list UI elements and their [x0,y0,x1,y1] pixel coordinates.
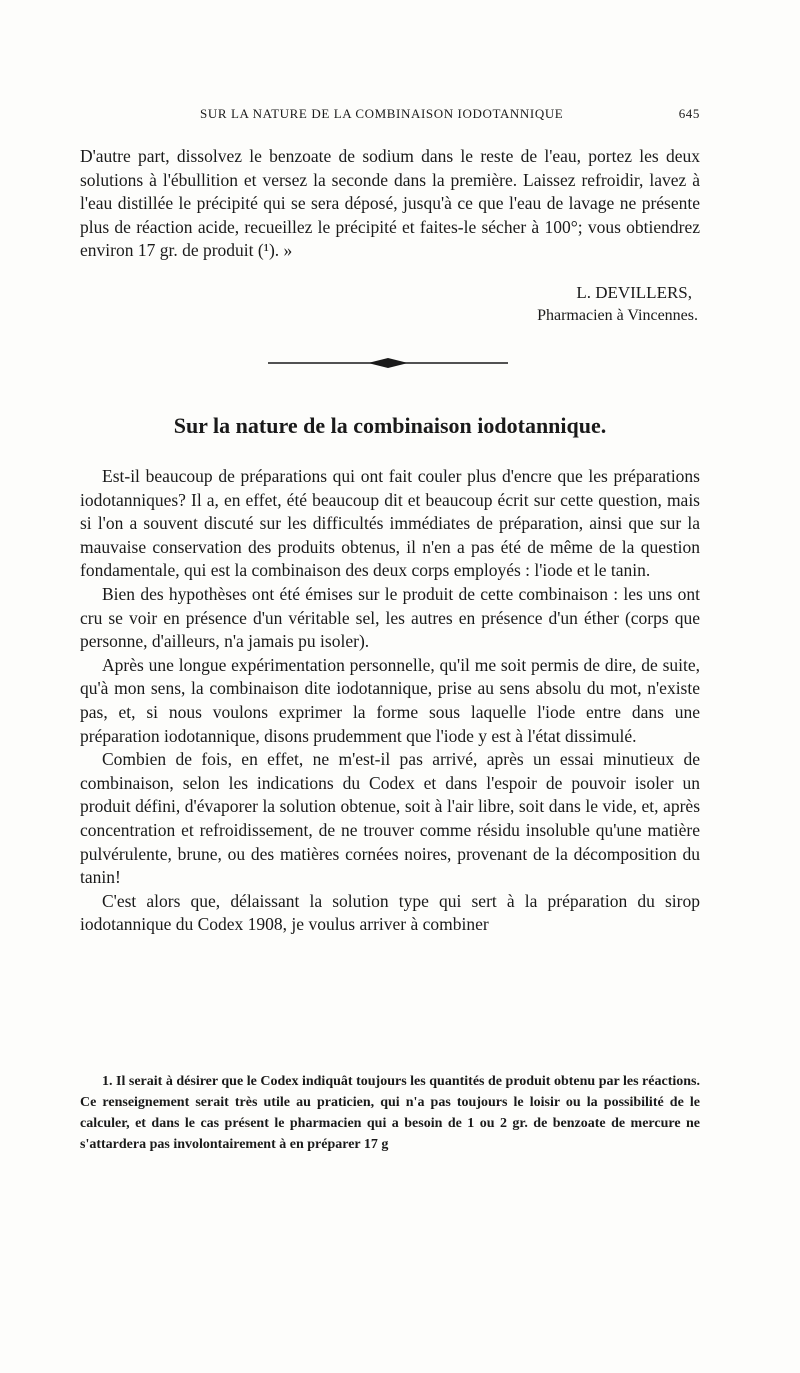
running-head-title: SUR LA NATURE DE LA COMBINAISON IODOTANNIQUE [200,106,564,121]
footnote [80,1071,700,1155]
body-paragraph: Est-il beaucoup de préparations qui ont fait couler plus d'encre que les préparations iodotanniques? Il a, en effet, été beaucoup dit et beaucoup écrit sur cette question, mais si l'on a souvent discuté sur les difficultés immédiates de préparation, ainsi que sur la mauvaise conservation des produits obtenus, il n'en a pas été de même de la question fondamentale, qui est la combinaison des deux corps employés : l'iode et le tanin. [80,466,700,581]
body-paragraph: C'est alors que, délaissant la solution type qui sert à la préparation du sirop iodotannique du Codex 1908, je voulus arriver à combiner [80,890,700,935]
body-paragraph: Combien de fois, en effet, ne m'est-il pas arrivé, après un essai minutieux de combinaison, selon les indications du Codex et dans l'espoir de pouvoir isoler un produit défini, d'évaporer la solution obtenue, soit à l'air libre, soit dans le vide, et, après concentration et refroidissement, de ne trouver comme résidu insoluble qu'une matière pulvérulente, brune, ou des matières cornées noires, provenant de la décomposition du tanin! [80,749,700,888]
signature-title: Pharmacien à Vincennes. [537,307,698,324]
section-divider [268,355,508,371]
signature-name [80,283,692,303]
body-paragraphs [80,465,700,937]
section-title: Sur la nature de la combinaison iodotannique. [173,413,607,438]
signature-name-text: L. DEVILLERS, [576,283,692,302]
intro-paragraph-block [80,145,700,263]
body-paragraph: Bien des hypothèses ont été émises sur le produit de cette combinaison : les uns ont cru se voir en présence d'un véritable sel, les autres en présence d'un éther (corps que personne, d'ailleurs, n'a jamais pu isoler). [80,583,700,652]
page-number: 645 [678,106,700,121]
body-paragraph: Après une longue expérimentation personnelle, qu'il me soit permis de dire, de suite, qu'à mon sens, la combinaison dite iodotannique, prise au sens absolu du mot, n'existe pas, et, si nous voulons exprimer la forme sous laquelle l'iode entre dans une préparation iodotannique, disons prudemment que l'iode y est à l'état dissimulé. [80,654,700,746]
footnote-text: 1. Il serait à désirer que le Codex indiquât toujours les quantités de produit obtenu par les réactions. Ce renseignement serait très utile au praticien, qui n'a pas toujours le loisir ou la possibilité de le calculer, et dans le cas présent le pharmacien qui a besoin de 1 ou 2 gr. de benzoate de mercure ne s'attardera pas involontairement à en préparer 17 g [80,1074,700,1152]
intro-paragraph: D'autre part, dissolvez le benzoate de sodium dans le reste de l'eau, portez les deux solutions à l'ébullition et versez la seconde dans la première. Laissez refroidir, lavez à l'eau distillée le précipité qui se sera déposé, jusqu'à ce que l'eau de lavage ne présente plus de réaction acide, recueillez le précipité et faites-le sécher à 100°; vous obtiendrez environ 17 gr. de produit (¹). » [80,146,700,261]
